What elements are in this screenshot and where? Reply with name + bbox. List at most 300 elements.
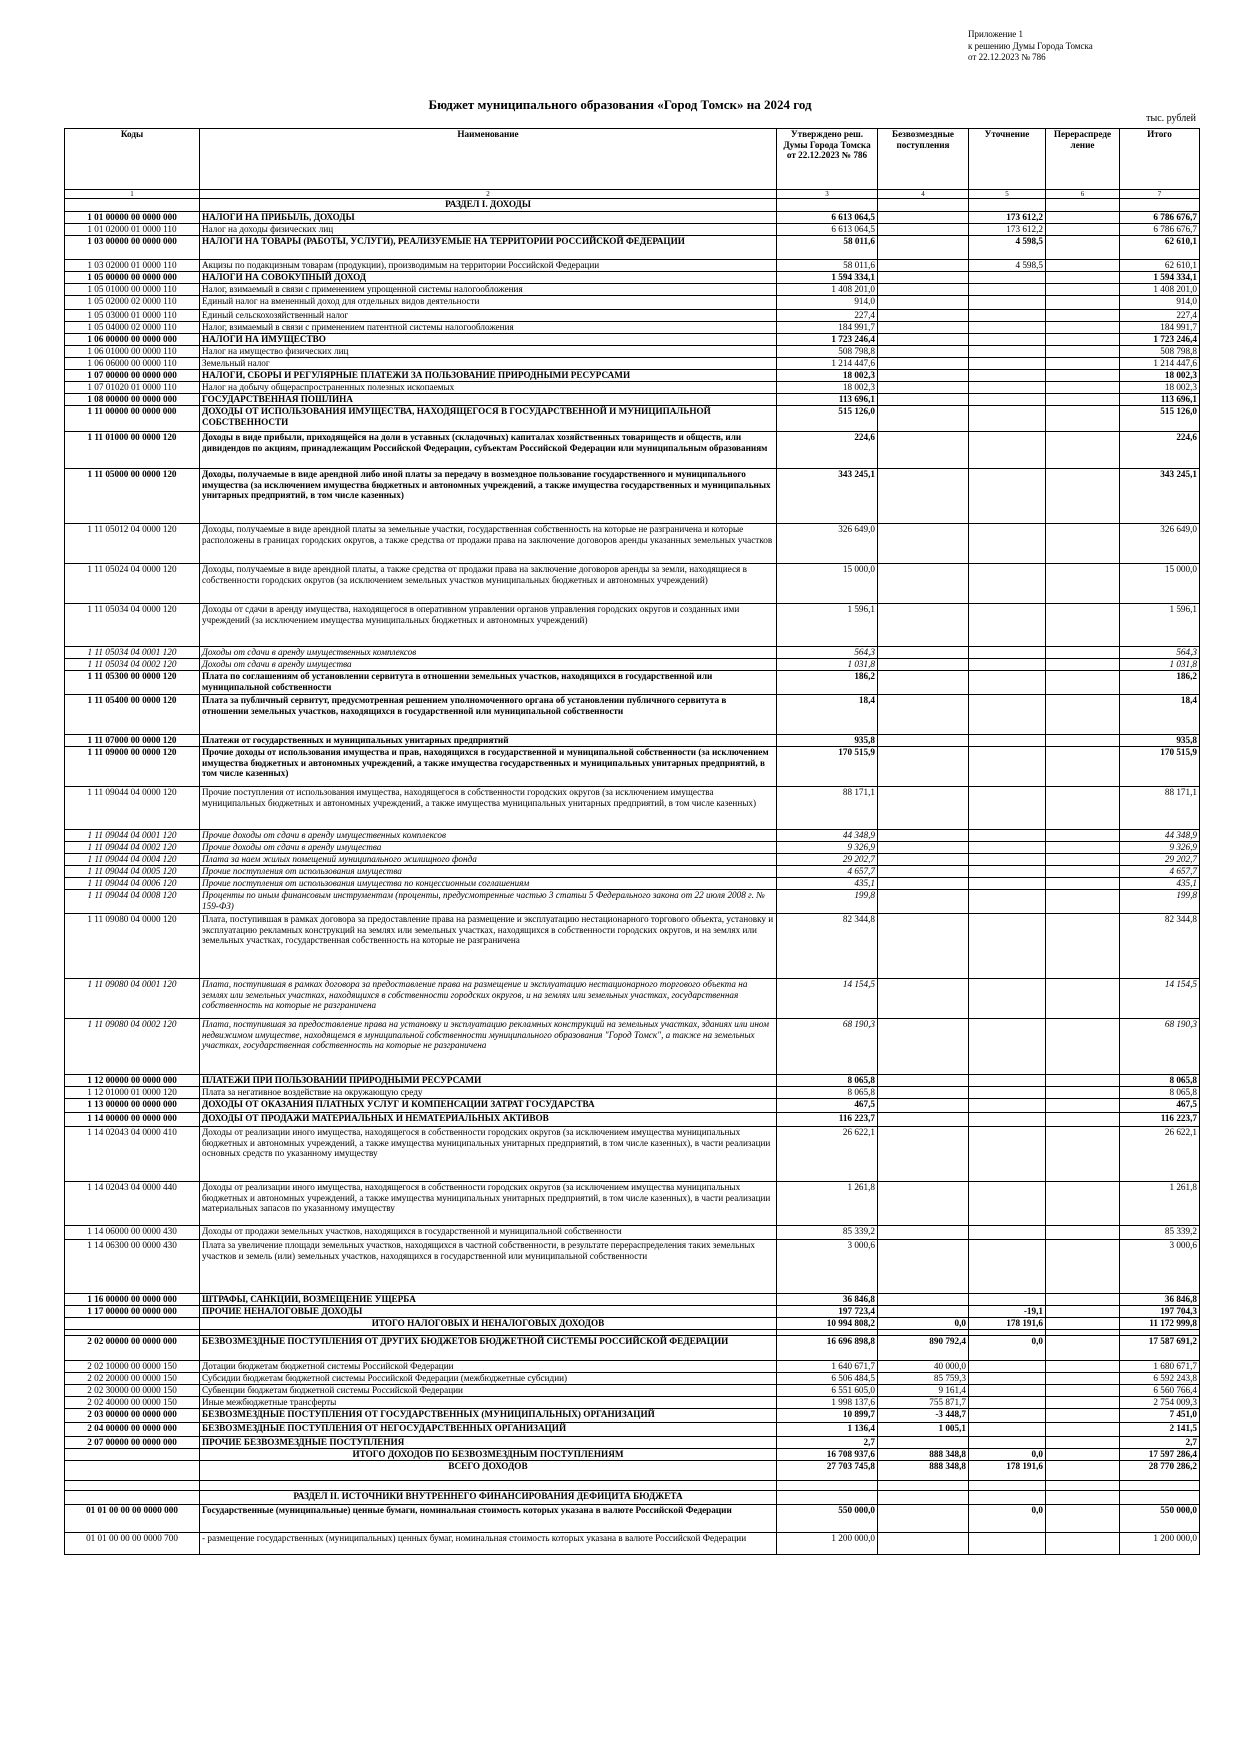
row-total: 116 223,7: [1120, 1113, 1200, 1127]
row-redistribution: [1046, 890, 1120, 914]
table-row: [65, 346, 1200, 358]
row-redistribution: [1046, 866, 1120, 878]
row-grants: [878, 659, 969, 671]
row-name: Налог на имущество физических лиц: [200, 346, 777, 358]
row-adjustment: [969, 604, 1046, 647]
row-grants: [878, 1491, 969, 1505]
row-adjustment: 173 612,2: [969, 212, 1046, 224]
row-code: 1 11 01000 00 0000 120: [65, 432, 200, 469]
row-approved: 9 326,9: [777, 842, 878, 854]
row-grants: [878, 842, 969, 854]
row-adjustment: -19,1: [969, 1306, 1046, 1318]
row-approved: 224,6: [777, 432, 878, 469]
row-approved: 1 998 137,6: [777, 1397, 878, 1409]
row-grants: [878, 370, 969, 382]
row-grants: [878, 878, 969, 890]
row-redistribution: [1046, 322, 1120, 334]
row-redistribution: [1046, 346, 1120, 358]
row-name: БЕЗВОЗМЕЗДНЫЕ ПОСТУПЛЕНИЯ ОТ НЕГОСУДАРСТВЕННЫХ ОРГАНИЗАЦИЙ: [200, 1423, 777, 1437]
row-adjustment: [969, 272, 1046, 284]
row-grants: [878, 382, 969, 394]
row-grants: [878, 212, 969, 224]
row-approved: 8 065,8: [777, 1087, 878, 1099]
row-redistribution: [1046, 1423, 1120, 1437]
row-adjustment: 4 598,5: [969, 260, 1046, 272]
table-row: [65, 1294, 1200, 1306]
row-grants: [878, 695, 969, 735]
row-code: 1 14 02043 04 0000 410: [65, 1127, 200, 1182]
table-row: [65, 1409, 1200, 1423]
row-approved: 199,8: [777, 890, 878, 914]
row-total: 68 190,3: [1120, 1019, 1200, 1075]
row-adjustment: [969, 842, 1046, 854]
row-approved: 515 126,0: [777, 406, 878, 432]
row-grants: [878, 524, 969, 564]
row-code: 1 06 01000 00 0000 110: [65, 346, 200, 358]
row-grants: [878, 334, 969, 346]
row-code: 2 07 00000 00 0000 000: [65, 1437, 200, 1449]
row-approved: 435,1: [777, 878, 878, 890]
row-name: Доходы, получаемые в виде арендной платы за земельные участки, государственная собственность на которые не разграничена и которые расположены в границах городских округов, а также средства от продажи права на заключение договоров аренды указанных земельных участков: [200, 524, 777, 564]
row-approved: 3 000,6: [777, 1240, 878, 1294]
table-row: [65, 260, 1200, 272]
row-approved: 29 202,7: [777, 854, 878, 866]
table-row: [65, 284, 1200, 296]
row-name: Плата за публичный сервитут, предусмотренная решением уполномоченного органа об установлении публичного сервитута в отношении земельных участков, находящихся в государственной или муниципальной собственности: [200, 695, 777, 735]
row-adjustment: [969, 1491, 1046, 1505]
table-row: [65, 432, 1200, 469]
row-total: [1120, 1481, 1200, 1491]
row-approved: 6 506 484,5: [777, 1373, 878, 1385]
row-name: НАЛОГИ НА ТОВАРЫ (РАБОТЫ, УСЛУГИ), РЕАЛИЗУЕМЫЕ НА ТЕРРИТОРИИ РОССИЙСКОЙ ФЕДЕРАЦИИ: [200, 236, 777, 260]
row-code: 1 01 02000 01 0000 110: [65, 224, 200, 236]
row-adjustment: [969, 406, 1046, 432]
row-approved: 82 344,8: [777, 914, 878, 979]
row-code: [65, 199, 200, 212]
row-approved: 8 065,8: [777, 1075, 878, 1087]
row-total: 2 141,5: [1120, 1423, 1200, 1437]
table-row: [65, 212, 1200, 224]
row-grants: 40 000,0: [878, 1361, 969, 1373]
row-total: 435,1: [1120, 878, 1200, 890]
table-row: [65, 1226, 1200, 1240]
row-approved: 88 171,1: [777, 787, 878, 830]
row-approved: 26 622,1: [777, 1127, 878, 1182]
table-row: [65, 1336, 1200, 1361]
row-grants: [878, 747, 969, 787]
row-name: Плата за негативное воздействие на окружающую среду: [200, 1087, 777, 1099]
table-row: [65, 358, 1200, 370]
row-name: БЕЗВОЗМЕЗДНЫЕ ПОСТУПЛЕНИЯ ОТ ГОСУДАРСТВЕННЫХ (МУНИЦИПАЛЬНЫХ) ОРГАНИЗАЦИЙ: [200, 1409, 777, 1423]
header-codes: Коды: [65, 129, 200, 190]
row-redistribution: [1046, 310, 1120, 322]
row-total: 508 798,8: [1120, 346, 1200, 358]
row-grants: [878, 671, 969, 695]
row-name: Плата, поступившая за предоставление права на установку и эксплуатацию рекламных конструкций на земельных участках, зданиях или ином недвижимом имуществе, находящемся в муниципальной собственности муниципального образования "Город Томск", а также на земельных участках, государственная собственность на которые не разграничена: [200, 1019, 777, 1075]
row-approved: 6 613 064,5: [777, 224, 878, 236]
row-approved: 36 846,8: [777, 1294, 878, 1306]
row-name: Налог на доходы физических лиц: [200, 224, 777, 236]
row-adjustment: 178 191,6: [969, 1461, 1046, 1481]
row-grants: [878, 604, 969, 647]
row-grants: [878, 787, 969, 830]
row-redistribution: [1046, 296, 1120, 310]
table-row: [65, 1533, 1200, 1555]
row-grants: [878, 979, 969, 1019]
row-redistribution: [1046, 1385, 1120, 1397]
row-total: 113 696,1: [1120, 394, 1200, 406]
row-grants: [878, 1481, 969, 1491]
row-adjustment: [969, 310, 1046, 322]
section-row: [65, 199, 1200, 212]
header-total: Итого: [1120, 129, 1200, 190]
row-approved: 564,3: [777, 647, 878, 659]
row-name: Платежи от государственных и муниципальных унитарных предприятий: [200, 735, 777, 747]
row-code: 2 02 30000 00 0000 150: [65, 1385, 200, 1397]
row-redistribution: [1046, 671, 1120, 695]
table-row: [65, 866, 1200, 878]
row-redistribution: [1046, 1491, 1120, 1505]
column-number: 7: [1120, 190, 1200, 199]
row-grants: [878, 1087, 969, 1099]
table-row: [65, 830, 1200, 842]
row-total: 199,8: [1120, 890, 1200, 914]
row-grants: [878, 358, 969, 370]
row-grants: [878, 564, 969, 604]
row-grants: [878, 1437, 969, 1449]
row-grants: [878, 1182, 969, 1226]
row-adjustment: [969, 1397, 1046, 1409]
row-approved: 10 994 808,2: [777, 1318, 878, 1330]
table-row: [65, 1099, 1200, 1113]
row-grants: [878, 469, 969, 524]
row-grants: [878, 236, 969, 260]
row-approved: 1 136,4: [777, 1423, 878, 1437]
row-adjustment: [969, 469, 1046, 524]
row-grants: [878, 1306, 969, 1318]
row-grants: [878, 647, 969, 659]
row-name: НАЛОГИ, СБОРЫ И РЕГУЛЯРНЫЕ ПЛАТЕЖИ ЗА ПОЛЬЗОВАНИЕ ПРИРОДНЫМИ РЕСУРСАМИ: [200, 370, 777, 382]
header-name: Наименование: [200, 129, 777, 190]
row-grants: 9 161,4: [878, 1385, 969, 1397]
row-redistribution: [1046, 659, 1120, 671]
row-approved: 18,4: [777, 695, 878, 735]
row-redistribution: [1046, 1437, 1120, 1449]
row-redistribution: [1046, 979, 1120, 1019]
row-name: Акцизы по подакцизным товарам (продукции), производимым на территории Российской Федерации: [200, 260, 777, 272]
column-number: 3: [777, 190, 878, 199]
row-name: Прочие доходы от сдачи в аренду имущественных комплексов: [200, 830, 777, 842]
row-code: 2 02 00000 00 0000 000: [65, 1336, 200, 1361]
document-title: Бюджет муниципального образования «Город Томск» на 2024 год: [428, 97, 812, 112]
row-total: 14 154,5: [1120, 979, 1200, 1019]
row-code: [65, 1449, 200, 1461]
row-adjustment: [969, 695, 1046, 735]
row-total: 197 704,3: [1120, 1306, 1200, 1318]
row-approved: 1 200 000,0: [777, 1533, 878, 1555]
row-name: ДОХОДЫ ОТ ПРОДАЖИ МАТЕРИАЛЬНЫХ И НЕМАТЕРИАЛЬНЫХ АКТИВОВ: [200, 1113, 777, 1127]
row-adjustment: [969, 1373, 1046, 1385]
table-row: [65, 854, 1200, 866]
row-total: 224,6: [1120, 432, 1200, 469]
column-number-row: [65, 190, 1200, 199]
row-name: Дотации бюджетам бюджетной системы Российской Федерации: [200, 1361, 777, 1373]
row-adjustment: [969, 1409, 1046, 1423]
table-row: [65, 469, 1200, 524]
row-redistribution: [1046, 1075, 1120, 1087]
row-total: 1 596,1: [1120, 604, 1200, 647]
row-approved: 4 657,7: [777, 866, 878, 878]
header-row: [65, 129, 1200, 190]
row-adjustment: [969, 394, 1046, 406]
row-total: [1120, 199, 1200, 212]
row-redistribution: [1046, 1336, 1120, 1361]
table-row: [65, 1075, 1200, 1087]
row-total: 6 592 243,8: [1120, 1373, 1200, 1385]
row-code: 1 11 09044 04 0005 120: [65, 866, 200, 878]
row-grants: [878, 914, 969, 979]
row-redistribution: [1046, 564, 1120, 604]
total-row: [65, 1449, 1200, 1461]
row-name: Прочие доходы от сдачи в аренду имущества: [200, 842, 777, 854]
row-name: Субсидии бюджетам бюджетной системы Российской Федерации (межбюджетные субсидии): [200, 1373, 777, 1385]
row-name: НАЛОГИ НА СОВОКУПНЫЙ ДОХОД: [200, 272, 777, 284]
row-total: 227,4: [1120, 310, 1200, 322]
row-approved: 467,5: [777, 1099, 878, 1113]
row-approved: 914,0: [777, 296, 878, 310]
row-name: Доходы в виде прибыли, приходящейся на доли в уставных (складочных) капиталах хозяйственных товариществ и обществ, или дивидендов по акциям, принадлежащим Российской Федерации, субъектам Российской Федерации или муниципальным образованиям: [200, 432, 777, 469]
header-adjustment: Уточнение: [969, 129, 1046, 190]
table-row: [65, 979, 1200, 1019]
row-code: 1 11 09044 04 0002 120: [65, 842, 200, 854]
row-total: 17 597 286,4: [1120, 1449, 1200, 1461]
row-total: 326 649,0: [1120, 524, 1200, 564]
row-redistribution: [1046, 747, 1120, 787]
row-redistribution: [1046, 1533, 1120, 1555]
row-code: 1 11 09044 04 0001 120: [65, 830, 200, 842]
row-code: 1 05 02000 02 0000 110: [65, 296, 200, 310]
total-row: [65, 1461, 1200, 1481]
row-adjustment: [969, 1099, 1046, 1113]
row-name: Налог, взимаемый в связи с применением патентной системы налогообложения: [200, 322, 777, 334]
row-name: Доходы от сдачи в аренду имущества, находящегося в оперативном управлении органов управления городских округов и созданных ими учреждений (за исключением имущества муниципальных бюджетных и автономных учреждений): [200, 604, 777, 647]
row-approved: 184 991,7: [777, 322, 878, 334]
row-redistribution: [1046, 358, 1120, 370]
row-code: 1 11 05034 04 0000 120: [65, 604, 200, 647]
row-total: 18 002,3: [1120, 382, 1200, 394]
table-row: [65, 787, 1200, 830]
row-adjustment: [969, 564, 1046, 604]
row-total: 62 610,1: [1120, 260, 1200, 272]
row-name: - размещение государственных (муниципальных) ценных бумаг, номинальная стоимость которых указана в валюте Российской Федерации: [200, 1533, 777, 1555]
row-redistribution: [1046, 1087, 1120, 1099]
row-code: 2 02 40000 00 0000 150: [65, 1397, 200, 1409]
row-adjustment: [969, 671, 1046, 695]
row-grants: 888 348,8: [878, 1461, 969, 1481]
row-adjustment: [969, 735, 1046, 747]
row-name: Прочие поступления от использования имущества по концессионным соглашениям: [200, 878, 777, 890]
row-redistribution: [1046, 1409, 1120, 1423]
row-adjustment: [969, 1423, 1046, 1437]
row-approved: 1 031,8: [777, 659, 878, 671]
row-adjustment: [969, 358, 1046, 370]
row-approved: 44 348,9: [777, 830, 878, 842]
row-code: 1 14 02043 04 0000 440: [65, 1182, 200, 1226]
row-name: ПРОЧИЕ БЕЗВОЗМЕЗДНЫЕ ПОСТУПЛЕНИЯ: [200, 1437, 777, 1449]
row-adjustment: [969, 1361, 1046, 1373]
row-redistribution: [1046, 1481, 1120, 1491]
row-redistribution: [1046, 830, 1120, 842]
row-approved: 10 899,7: [777, 1409, 878, 1423]
row-total: 18,4: [1120, 695, 1200, 735]
row-code: 1 14 06300 00 0000 430: [65, 1240, 200, 1294]
row-redistribution: [1046, 406, 1120, 432]
row-code: 1 14 06000 00 0000 430: [65, 1226, 200, 1240]
row-total: 9 326,9: [1120, 842, 1200, 854]
row-total: 28 770 286,2: [1120, 1461, 1200, 1481]
row-total: 550 000,0: [1120, 1505, 1200, 1533]
row-code: 1 11 05034 04 0002 120: [65, 659, 200, 671]
row-adjustment: [969, 1481, 1046, 1491]
row-redistribution: [1046, 370, 1120, 382]
row-grants: [878, 310, 969, 322]
row-grants: 85 759,3: [878, 1373, 969, 1385]
row-redistribution: [1046, 334, 1120, 346]
column-number: 2: [200, 190, 777, 199]
row-approved: [777, 1491, 878, 1505]
row-code: 1 11 05012 04 0000 120: [65, 524, 200, 564]
row-adjustment: [969, 747, 1046, 787]
row-adjustment: 0,0: [969, 1505, 1046, 1533]
row-code: 1 11 09044 04 0000 120: [65, 787, 200, 830]
row-approved: 18 002,3: [777, 382, 878, 394]
row-adjustment: 0,0: [969, 1336, 1046, 1361]
row-name: НАЛОГИ НА ПРИБЫЛЬ, ДОХОДЫ: [200, 212, 777, 224]
row-approved: 1 723 246,4: [777, 334, 878, 346]
row-code: 1 05 01000 00 0000 110: [65, 284, 200, 296]
row-name: Прочие доходы от использования имущества и прав, находящихся в государственной и муниципальной собственности (за исключением имущества бюджетных и автономных учреждений, а также имущества государственных и муниципальных унитарных предприятий, в том числе казенных): [200, 747, 777, 787]
row-approved: 326 649,0: [777, 524, 878, 564]
row-adjustment: [969, 346, 1046, 358]
table-row: [65, 1087, 1200, 1099]
table-row: [65, 1127, 1200, 1182]
row-total: 11 172 999,8: [1120, 1318, 1200, 1330]
table-row: [65, 272, 1200, 284]
row-approved: 343 245,1: [777, 469, 878, 524]
table-row: [65, 671, 1200, 695]
table-row: [65, 842, 1200, 854]
row-redistribution: [1046, 212, 1120, 224]
row-name: Иные межбюджетные трансферты: [200, 1397, 777, 1409]
row-grants: [878, 1019, 969, 1075]
row-redistribution: [1046, 647, 1120, 659]
row-grants: 0,0: [878, 1318, 969, 1330]
table-row: [65, 236, 1200, 260]
row-total: 18 002,3: [1120, 370, 1200, 382]
row-adjustment: 4 598,5: [969, 236, 1046, 260]
row-redistribution: [1046, 1373, 1120, 1385]
row-code: [65, 1491, 200, 1505]
row-name: ГОСУДАРСТВЕННАЯ ПОШЛИНА: [200, 394, 777, 406]
row-adjustment: [969, 979, 1046, 1019]
row-adjustment: [969, 659, 1046, 671]
table-row: [65, 406, 1200, 432]
row-redistribution: [1046, 1113, 1120, 1127]
row-name: БЕЗВОЗМЕЗДНЫЕ ПОСТУПЛЕНИЯ ОТ ДРУГИХ БЮДЖЕТОВ БЮДЖЕТНОЙ СИСТЕМЫ РОССИЙСКОЙ ФЕДЕРАЦИИ: [200, 1336, 777, 1361]
table-row: [65, 394, 1200, 406]
row-name: Доходы от продажи земельных участков, находящихся в государственной и муниципальной собственности: [200, 1226, 777, 1240]
row-grants: [878, 224, 969, 236]
row-total: 82 344,8: [1120, 914, 1200, 979]
row-code: 1 12 01000 01 0000 120: [65, 1087, 200, 1099]
row-approved: 116 223,7: [777, 1113, 878, 1127]
row-redistribution: [1046, 604, 1120, 647]
row-adjustment: [969, 866, 1046, 878]
table-row: [65, 1397, 1200, 1409]
row-redistribution: [1046, 1361, 1120, 1373]
row-total: 7 451,0: [1120, 1409, 1200, 1423]
table-row: [65, 1240, 1200, 1294]
row-approved: 6 551 605,0: [777, 1385, 878, 1397]
row-code: 1 06 06000 00 0000 110: [65, 358, 200, 370]
row-grants: [878, 1099, 969, 1113]
row-redistribution: [1046, 1127, 1120, 1182]
row-approved: 85 339,2: [777, 1226, 878, 1240]
row-code: 1 11 00000 00 0000 000: [65, 406, 200, 432]
row-code: 1 11 09080 04 0000 120: [65, 914, 200, 979]
row-redistribution: [1046, 236, 1120, 260]
table-row: [65, 296, 1200, 310]
row-redistribution: [1046, 199, 1120, 212]
row-grants: [878, 1075, 969, 1087]
row-code: 1 12 00000 00 0000 000: [65, 1075, 200, 1087]
row-total: 186,2: [1120, 671, 1200, 695]
row-code: 1 11 05000 00 0000 120: [65, 469, 200, 524]
row-adjustment: 0,0: [969, 1449, 1046, 1461]
row-grants: [878, 1533, 969, 1555]
row-total: 17 587 691,2: [1120, 1336, 1200, 1361]
row-approved: 1 596,1: [777, 604, 878, 647]
row-code: 1 11 09044 04 0006 120: [65, 878, 200, 890]
row-code: 1 08 00000 00 0000 000: [65, 394, 200, 406]
row-grants: [878, 830, 969, 842]
row-name: Проценты по иным финансовым инструментам (проценты, предусмотренные частью 3 статьи 5 Федерального закона от 22 июля 2008 г. № 159-ФЗ): [200, 890, 777, 914]
row-name: НАЛОГИ НА ИМУЩЕСТВО: [200, 334, 777, 346]
row-code: 1 11 09000 00 0000 120: [65, 747, 200, 787]
row-approved: 170 515,9: [777, 747, 878, 787]
row-redistribution: [1046, 272, 1120, 284]
row-code: 1 11 07000 00 0000 120: [65, 735, 200, 747]
table-row: [65, 382, 1200, 394]
row-approved: [777, 199, 878, 212]
appendix-line: от 22.12.2023 № 786: [968, 52, 1046, 62]
row-name: Плата за наем жилых помещений муниципального жилищного фонда: [200, 854, 777, 866]
row-redistribution: [1046, 1461, 1120, 1481]
row-redistribution: [1046, 878, 1120, 890]
row-adjustment: [969, 199, 1046, 212]
row-total: 515 126,0: [1120, 406, 1200, 432]
row-redistribution: [1046, 1182, 1120, 1226]
row-adjustment: 178 191,6: [969, 1318, 1046, 1330]
row-total: 62 610,1: [1120, 236, 1200, 260]
row-total: 564,3: [1120, 647, 1200, 659]
table-row: [65, 1481, 1200, 1491]
row-grants: 755 871,7: [878, 1397, 969, 1409]
row-approved: 197 723,4: [777, 1306, 878, 1318]
budget-table: [64, 128, 1200, 1555]
row-adjustment: [969, 1226, 1046, 1240]
header-grants: Безвозмездные поступления: [878, 129, 969, 190]
